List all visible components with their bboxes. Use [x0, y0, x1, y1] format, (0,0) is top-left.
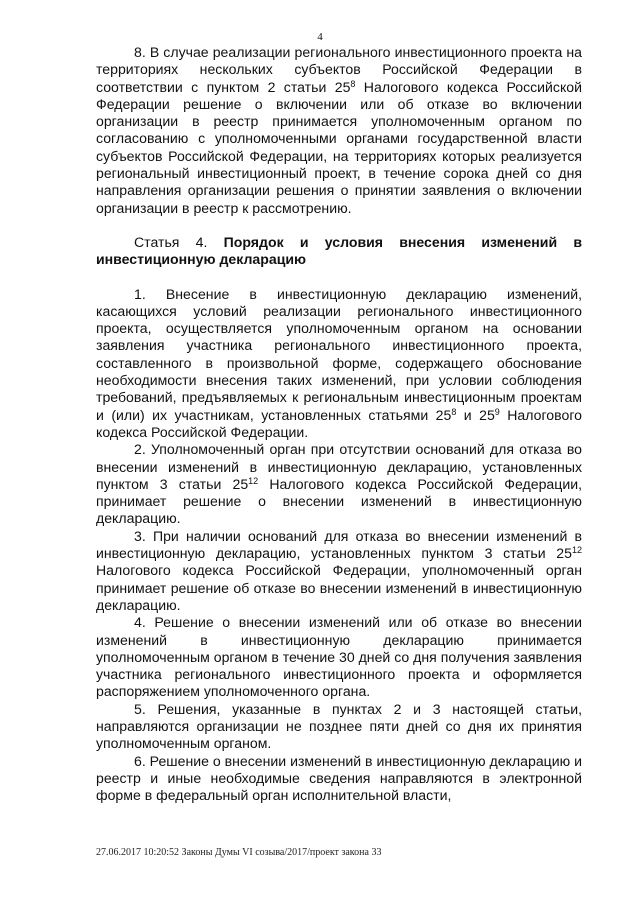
item-1-text-end: Налогового кодекса Российской Федерации.	[96, 406, 582, 440]
paragraph-item-4: 4. Решение о внесении изменений или об отказе во внесении изменений в инвестиционную декларацию принимается уполномоченным органом в течение 30 дней со дня получения заявления участника регионального инвестиционного проекта и оформляется распоряжением уполномоченного органа.	[96, 614, 582, 700]
item-2-text-start: 2. Уполномоченный орган при отсутствии оснований для отказа во внесении изменений в инвестиционную декларацию, установленных пунктом 3 статьи 25	[96, 441, 582, 492]
item-8-text-end: Налогового кодекса Российской Федерации решение о включении или об отказе во включении организации в реестр принимается уполномоченным органом по согласованию с уполномоченными органами государственной власти субъектов Российской Федерации, на территориях которых реализуется региональный инвестиционный проект, в течение сорока дней со дня направления организации решения о принятии заявления о включении организации в реестр к рассмотрению.	[96, 78, 582, 216]
item-8-superscript: 8	[350, 78, 356, 89]
page-number: 4	[317, 31, 323, 43]
item-8-text-start: 8. В случае реализации регионального инвестиционного проекта на территориях нескольких субъектов Российской Федерации в соответствии с пунктом 2 статьи 25	[96, 44, 582, 95]
article-4-title: Порядок и условия внесения изменений в инвестиционную декларацию	[96, 233, 582, 268]
item-1-superscript-1: 8	[451, 406, 457, 417]
item-2-text-end: Налогового кодекса Российской Федерации, принимает решение о внесении изменений в инвестиционную декларацию.	[96, 475, 582, 527]
item-3-text-start: 3. При наличии оснований для отказа во внесении изменений в инвестиционную декларацию, установленных пунктом 3 статьи 25	[96, 527, 582, 562]
paragraph-item-6: 6. Решение о внесении изменений в инвестиционную декларацию и реестр и иные необходимые сведения направляются в электронной форме в федеральный орган исполнительной власти,	[96, 752, 582, 804]
item-3-text-end: Налогового кодекса Российской Федерации, уполномоченный орган принимает решение об отказе во внесении изменений в инвестиционную декларацию.	[96, 562, 582, 613]
article-4-label: Статья 4.	[134, 233, 208, 250]
item-1-text-start: 1. Внесение в инвестиционную декларацию изменений, касающихся условий реализации регионального инвестиционного проекта, осуществляется уполномоченным органом на основании заявления участника регионального инвестиционного проекта, составленного в произвольной форме, содержащего обоснование необходимости внесения таких изменений, при условии соблюдения требований, предъявляемых к региональным инвестиционным проектам и (или) их участникам, установленных статьями 25	[96, 285, 582, 423]
item-1-text-mid: и 25	[456, 406, 495, 423]
paragraph-item-8	[96, 44, 582, 217]
paragraph-item-5: 5. Решения, указанные в пунктах 2 и 3 настоящей статьи, направляются организации не позднее пяти дней со дня их принятия уполномоченным органом.	[96, 700, 582, 752]
paragraph-item-1	[96, 286, 582, 442]
article-4-heading	[96, 234, 582, 269]
paragraph-item-2	[96, 441, 582, 527]
paragraph-item-3	[96, 528, 582, 614]
item-1-superscript-2: 9	[494, 406, 500, 417]
document-body	[96, 44, 582, 804]
item-3-superscript: 12	[571, 545, 582, 556]
document-footer: 27.06.2017 10:20:52 Законы Думы VI созыва/2017/проект закона 33	[96, 847, 382, 858]
item-2-superscript: 12	[248, 475, 259, 486]
